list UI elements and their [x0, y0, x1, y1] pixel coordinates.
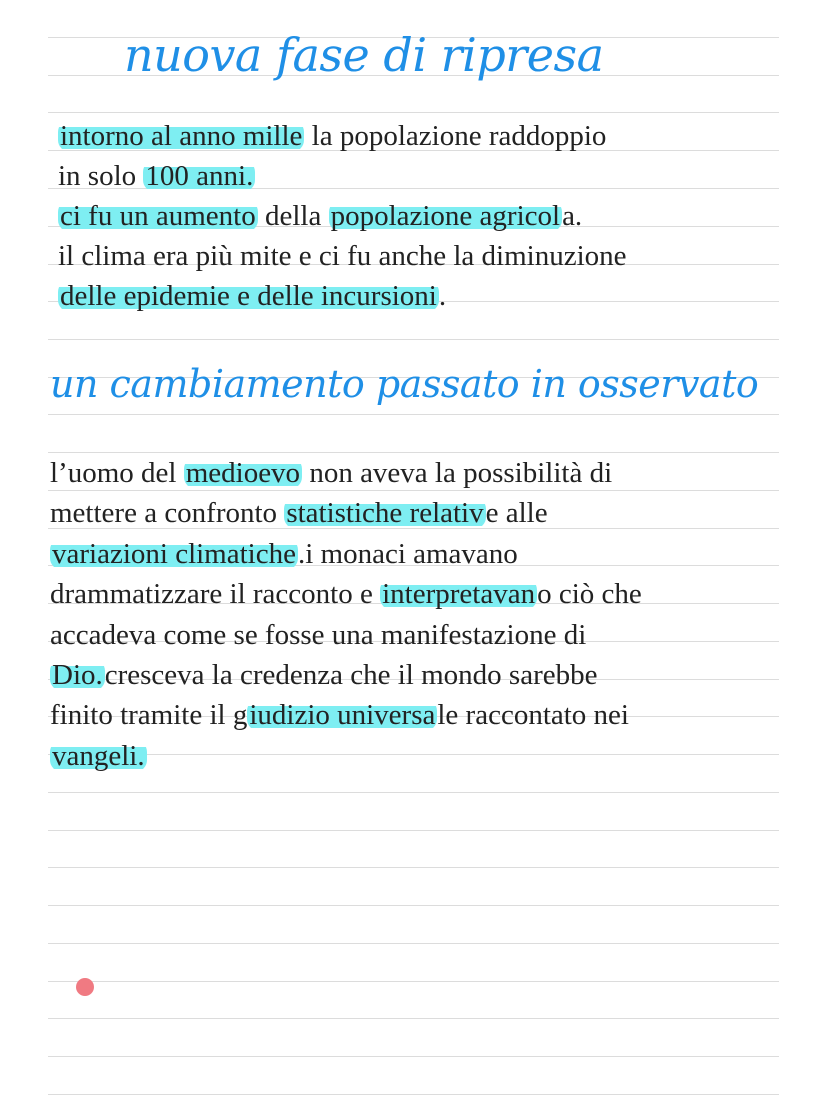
paragraph-line: [50, 657, 597, 693]
text-span: drammatizzare il racconto e: [50, 578, 381, 610]
paragraph-line: [50, 455, 612, 491]
highlighted-text: variazioni climatiche: [52, 538, 296, 570]
highlighted-text: medioevo: [185, 457, 301, 489]
text-span: la popolazione raddoppio: [304, 120, 607, 152]
ruled-line: [48, 1094, 779, 1095]
highlighted-text: delle epidemie e delle incursioni: [60, 280, 437, 312]
paragraph-line: [50, 738, 147, 774]
paragraph-line: [58, 238, 627, 274]
ruled-line: [48, 112, 779, 113]
ruled-line: [48, 452, 779, 453]
pen-cursor-dot: [76, 978, 94, 996]
text-span: a.: [562, 200, 583, 232]
ruled-line: [48, 414, 779, 415]
ruled-line: [48, 792, 779, 793]
highlighted-text: Dio.: [52, 659, 103, 691]
text-span: accadeva come se fosse una manifestazione di: [50, 619, 587, 651]
paragraph-line: [50, 536, 518, 572]
ruled-line: [48, 943, 779, 944]
text-span: non aveva la possibilità di: [302, 457, 613, 489]
highlighted-text: popolazione agricol: [330, 200, 561, 232]
ruled-line: [48, 1056, 779, 1057]
highlighted-text: statistiche relativ: [286, 497, 484, 529]
paragraph-line: [58, 158, 255, 194]
paragraph-line: [58, 118, 606, 154]
text-span: .i monaci amavano: [297, 538, 518, 570]
text-span: cresceva la credenza che il mondo sarebbe: [104, 659, 598, 691]
paragraph-line: [50, 617, 586, 653]
heading-cambiamento: un cambiamento passato in osservato: [50, 362, 759, 406]
paragraph-line: [58, 198, 582, 234]
text-span: in solo: [58, 160, 144, 192]
highlighted-text: interpretavan: [382, 578, 536, 610]
ruled-line: [48, 754, 779, 755]
text-span: o ciò che: [537, 578, 642, 610]
ruled-line: [48, 905, 779, 906]
paragraph-line: [58, 278, 446, 314]
text-span: e alle: [485, 497, 548, 529]
paragraph-line: [50, 495, 548, 531]
text-span: mettere a confronto: [50, 497, 285, 529]
text-span: le raccontato nei: [437, 699, 629, 731]
highlighted-text: iudizio universa: [249, 699, 436, 731]
text-span: finito tramite il g: [50, 699, 248, 731]
ruled-line: [48, 1018, 779, 1019]
ruled-line: [48, 981, 779, 982]
ruled-line: [48, 867, 779, 868]
highlighted-text: vangeli.: [52, 740, 145, 772]
text-span: della: [257, 200, 329, 232]
paragraph-line: [50, 576, 642, 612]
highlighted-text: ci fu un aumento: [60, 200, 256, 232]
ruled-line: [48, 830, 779, 831]
text-span: .: [438, 280, 447, 312]
ruled-line: [48, 339, 779, 340]
text-span: il clima era più mite e ci fu anche la diminuzione: [58, 240, 627, 272]
heading-nuova-fase: nuova fase di ripresa: [124, 28, 604, 82]
highlighted-text: 100 anni.: [145, 160, 254, 192]
highlighted-text: intorno al anno mille: [60, 120, 303, 152]
paragraph-line: [50, 697, 629, 733]
text-span: l’uomo del: [50, 457, 184, 489]
